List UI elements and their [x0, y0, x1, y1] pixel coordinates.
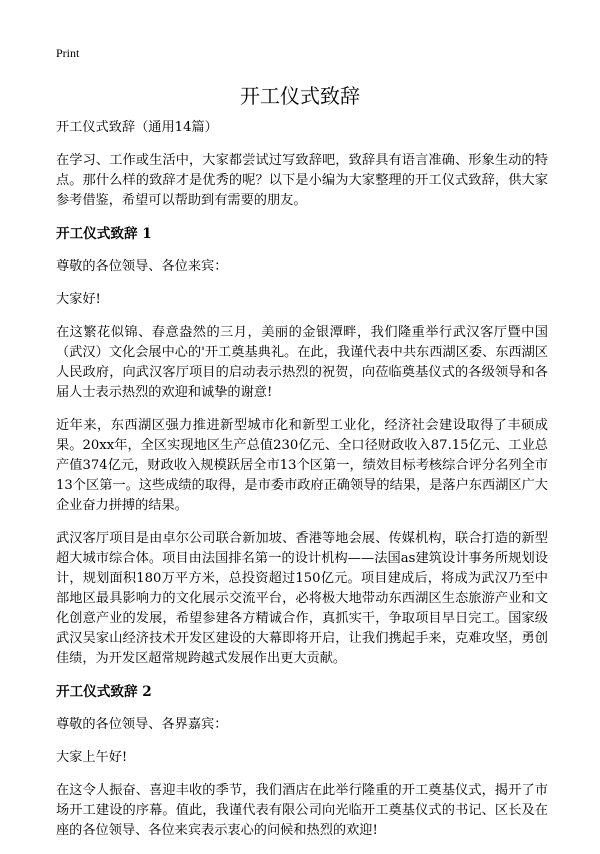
section-2-heading: 开工仪式致辞 2 [56, 684, 152, 700]
section-2-greeting: 大家上午好! [56, 750, 128, 765]
section-1-paragraph: 武汉客厅项目是由卓尔公司联合新加坡、香港等地会展、传媒机构，联合打造的新型超大城市综合体。项目由法国排名第一的设计机构——法国as建筑设计事务所规划设计，规划面积180万平方米，总投资超过150亿元。项目建成后，将成为武汉乃至中部地区最具影响力的文化展示交流平台，必将极大地带动东西湖区生态旅游产业和文化创意产业的发展，希望参建各方精诚合作，真抓实干，争取项目早日完工。国家级武汉吴家山经济技术开发区建设的大幕即将开启，让我们携起手来，克难攻坚，勇创佳绩，为开发区超常规跨越式发展作出更大贡献。 [56, 531, 548, 666]
document-subtitle: 开工仪式致辞（通用14篇） [56, 120, 218, 135]
section-1-heading: 开工仪式致辞 1 [56, 226, 152, 242]
section-1-paragraph: 近年来，东西湖区强力推进新型城市化和新型工业化，经济社会建设取得了丰硕成果。20xx年，全区实现地区生产总值230亿元、全口径财政收入87.15亿元、工业总产值374亿元，财政收入规模跃居全市13个区第一，绩效目标考核综合评分名列全市13个区第一。这些成绩的取得，是市委市政府正确领导的结果，是落户东西湖区广大企业奋力拼搏的结果。 [56, 418, 548, 513]
section-1-paragraph: 在这繁花似锦、春意盎然的三月，美丽的金银潭畔，我们隆重举行武汉客厅暨中国（武汉）文化会展中心的'开工奠基典礼。在此，我谨代表中共东西湖区委、东西湖区人民政府，向武汉客厅项目的启动表示热烈的祝贺，向莅临奠基仪式的各级领导和各届人士表示热烈的欢迎和诚挚的谢意! [56, 325, 548, 400]
section-1-salutation: 尊敬的各位领导、各位来宾： [56, 259, 228, 274]
section-1-greeting: 大家好! [56, 292, 101, 307]
document-body [56, 118, 548, 854]
document-title: 开工仪式致辞 [240, 84, 360, 108]
intro-paragraph: 在学习、工作或生活中，大家都尝试过写致辞吧，致辞具有语言准确、形象生动的特点。那什么样的致辞才是优秀的呢？以下是小编为大家整理的开工仪式致辞，供大家参考借鉴，希望可以帮助到有需要的朋友。 [56, 153, 548, 208]
section-2-salutation: 尊敬的各位领导、各界嘉宾： [56, 717, 228, 732]
section-2-paragraph: 在这令人振奋、喜迎丰收的季节，我们酒店在此举行隆重的开工奠基仪式，揭开了市场开工建设的序幕。值此，我谨代表有限公司向光临开工奠基仪式的书记、区长及在座的各位领导、各位来宾表示衷心的问候和热烈的欢迎! [56, 783, 548, 838]
print-link[interactable]: Print [56, 46, 80, 60]
